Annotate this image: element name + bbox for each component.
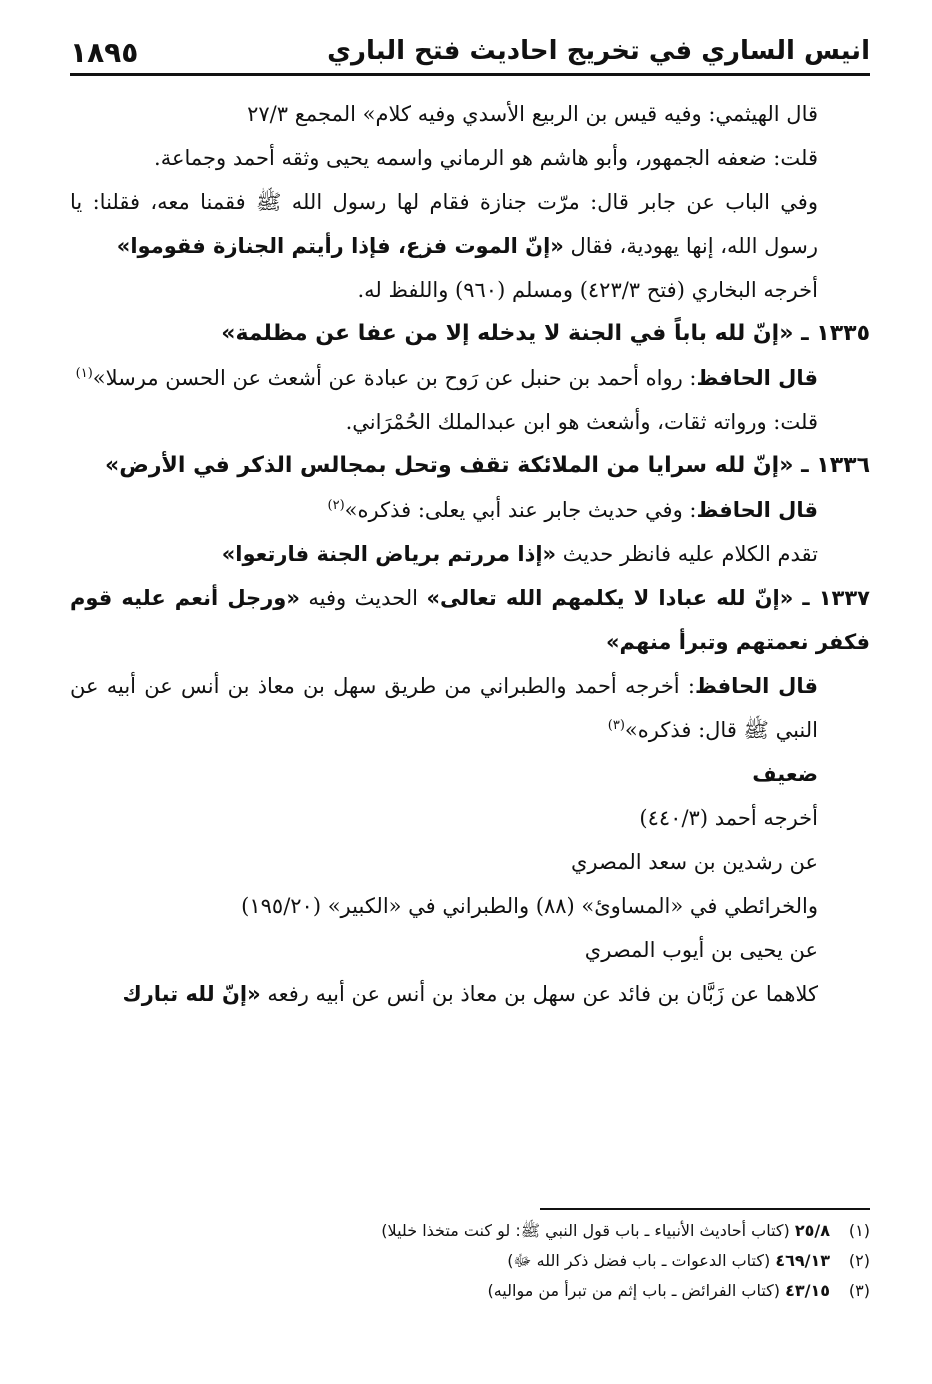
paragraph-hafiz-1337 bbox=[70, 664, 870, 752]
paragraph-kilahuma bbox=[70, 972, 870, 1016]
footnote-number: (٢) bbox=[848, 1251, 870, 1270]
footnote-reference: ٢٥/٨ bbox=[794, 1221, 830, 1240]
entry-1336: ١٣٣٦ ـ «إنّ لله سرايا من الملائكة تقف وتحل بمجالس الذكر في الأرض» bbox=[105, 453, 870, 478]
footnote-marker-2: (٢) bbox=[327, 498, 345, 513]
hafiz-text: : رواه أحمد بن حنبل عن رَوح بن عبادة عن أشعث عن الحسن مرسلا» bbox=[92, 366, 697, 390]
hafiz-label: قال الحافظ bbox=[696, 498, 818, 522]
grade-label: ضعيف bbox=[752, 762, 818, 786]
paragraph-jabir bbox=[70, 180, 870, 268]
footnote-text: (كتاب أحاديث الأنبياء ـ باب قول النبي ﷺ: لو كنت متخذا خليلا) bbox=[381, 1221, 795, 1240]
hafiz-label: قال الحافظ bbox=[694, 674, 818, 698]
entry-1337 bbox=[70, 576, 870, 664]
entry-1337-quote: «ورجل أنعم عليه قوم فكفر نعمتهم وتبرأ منهم» bbox=[70, 586, 870, 654]
paragraph-hafiz-1335 bbox=[70, 356, 870, 400]
paragraph-qultu-2: قلت: ورواته ثقات، وأشعث هو ابن عبدالملك الحُمْرَاني. bbox=[345, 410, 818, 434]
paragraph-rishdin: عن رشدين بن سعد المصري bbox=[571, 850, 818, 874]
footnote-text: (كتاب الفرائض ـ باب إثم من تبرأ من مواليه) bbox=[487, 1281, 786, 1300]
paragraph-hafiz-1336 bbox=[70, 488, 870, 532]
hadith-quote: «إنّ لله تبارك bbox=[122, 982, 261, 1006]
footnote-1 bbox=[70, 1216, 870, 1246]
footnote-reference: ٤٣/١٥ bbox=[785, 1281, 830, 1300]
cross-reference-text: تقدم الكلام عليه فانظر حديث bbox=[556, 542, 818, 566]
footnote-3 bbox=[70, 1276, 870, 1306]
footnotes bbox=[70, 1216, 870, 1306]
footnote-marker-3: (٣) bbox=[607, 718, 625, 733]
paragraph-jabir-text: وفي الباب عن جابر قال: مرّت جنازة فقام لها رسول الله ﷺ فقمنا معه، فقلنا: يا رسول الله، إنها يهودية، فقال bbox=[70, 190, 818, 258]
running-title: انيس الساري في تخريج احاديث فتح الباري bbox=[327, 36, 870, 66]
footnote-text: (كتاب الدعوات ـ باب فضل ذكر الله ﷻ) bbox=[507, 1251, 776, 1270]
paragraph-bukhari: أخرجه البخاري (فتح ٤٢٣/٣) ومسلم (٩٦٠) واللفظ له. bbox=[357, 278, 818, 302]
footnote-marker-1: (١) bbox=[75, 366, 93, 381]
footnote-number: (١) bbox=[848, 1221, 870, 1240]
paragraph-yahya: عن يحيى بن أيوب المصري bbox=[584, 938, 818, 962]
kilahuma-text: كلاهما عن زَبَّان بن فائد عن سهل بن معاذ بن أنس عن أبيه رفعه bbox=[260, 982, 818, 1006]
page-number: ١٨٩٥ bbox=[70, 36, 139, 69]
paragraph-cross-reference bbox=[70, 532, 870, 576]
page-body bbox=[70, 92, 870, 1016]
entry-1335: ١٣٣٥ ـ «إنّ لله باباً في الجنة لا يدخله إلا من عفا عن مظلمة» bbox=[221, 321, 870, 346]
page-header bbox=[70, 28, 870, 76]
paragraph-haythami: قال الهيثمي: وفيه قيس بن الربيع الأسدي وفيه كلام» المجمع ٢٧/٣ bbox=[247, 102, 818, 126]
entry-1337-mid: الحديث وفيه bbox=[299, 586, 427, 610]
footnote-rule bbox=[540, 1208, 870, 1210]
paragraph-qultu-1: قلت: ضعفه الجمهور، وأبو هاشم هو الرماني واسمه يحيى وثقه أحمد وجماعة. bbox=[154, 146, 818, 170]
paragraph-kharaiti: والخرائطي في «المساوئ» (٨٨) والطبراني في «الكبير» (١٩٥/٢٠) bbox=[241, 894, 818, 918]
footnote-reference: ٤٦٩/١٣ bbox=[775, 1251, 830, 1270]
hadith-quote: «إنّ الموت فزع، فإذا رأيتم الجنازة فقوموا» bbox=[116, 234, 564, 258]
hafiz-label: قال الحافظ bbox=[696, 366, 818, 390]
paragraph-ahmad: أخرجه أحمد (٤٤٠/٣) bbox=[639, 806, 818, 830]
header-rule bbox=[70, 73, 870, 76]
footnote-2 bbox=[70, 1246, 870, 1276]
footnote-number: (٣) bbox=[848, 1281, 870, 1300]
hadith-quote: «إذا مررتم برياض الجنة فارتعوا» bbox=[221, 542, 557, 566]
hafiz-text: : أخرجه أحمد والطبراني من طريق سهل بن معاذ بن أنس عن أبيه عن النبي ﷺ قال: فذكره» bbox=[70, 674, 818, 742]
hafiz-text: : وفي حديث جابر عند أبي يعلى: فذكره» bbox=[344, 498, 697, 522]
entry-1337-title: ١٣٣٧ ـ «إنّ لله عبادا لا يكلمهم الله تعالى» bbox=[426, 586, 870, 610]
